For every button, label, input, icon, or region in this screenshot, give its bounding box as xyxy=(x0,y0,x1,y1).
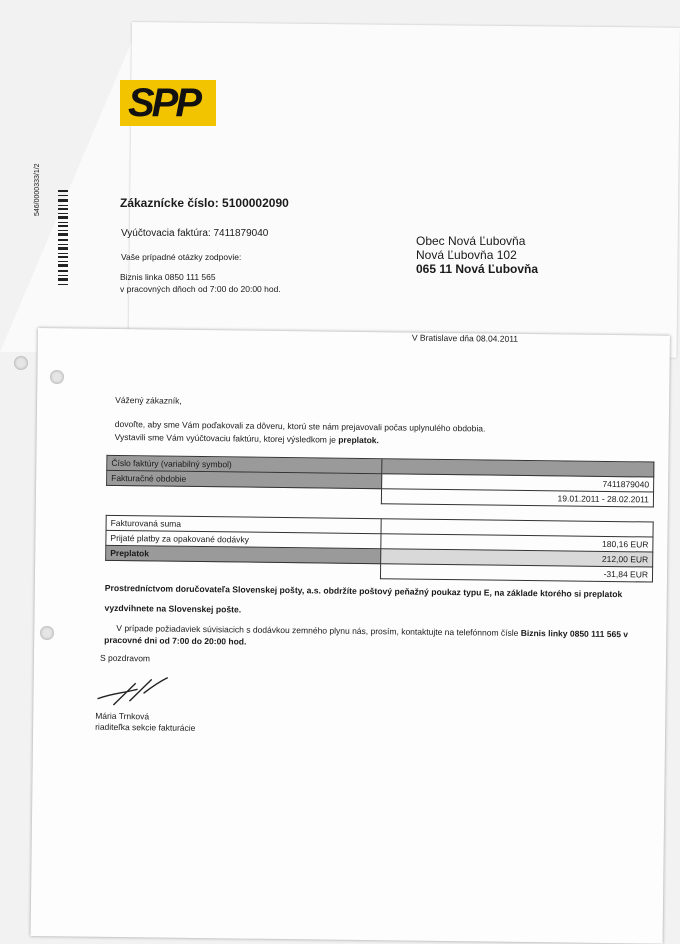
table-cell-value: 7411879040 xyxy=(382,474,654,492)
punch-hole xyxy=(50,370,64,384)
hours: v pracovných dňoch od 7:00 do 20:00 hod. xyxy=(120,284,281,294)
greeting: Vážený zákazník, xyxy=(115,394,182,406)
para-invoice-bold: preplatok. xyxy=(338,434,379,446)
logo-text: SPP xyxy=(128,81,200,125)
table-cell-value: 180,16 EUR xyxy=(381,534,653,552)
recipient-line2: Nová Ľubovňa 102 xyxy=(416,248,517,262)
table-cell-label: Fakturovaná suma xyxy=(106,515,381,533)
recipient-line3: 065 11 Nová Ľubovňa xyxy=(416,262,539,276)
invoice-number: Vyúčtovacia faktúra: 7411879040 xyxy=(121,228,269,239)
table-cell-empty xyxy=(105,560,380,578)
bold-para-line1: Prostredníctvom doručovateľa Slovenskej pošty, a.s. obdržíte poštový peňažný poukaz typu E, na základe ktorého si preplatok xyxy=(104,582,623,600)
contact-text: V prípade požiadaviek súvisiacich s dodávkou zemného plynu nás, prosím, kontaktujte na telefónnom čísle xyxy=(116,622,519,638)
table-cell-empty xyxy=(106,485,381,503)
place-date: V Bratislave dňa 08.04.2011 xyxy=(411,332,519,344)
spp-logo xyxy=(120,80,216,126)
signer-name: Mária Trnková xyxy=(95,710,150,722)
table-cell-value: 19.01.2011 - 28.02.2011 xyxy=(381,489,653,507)
folded-sheet-edge xyxy=(0,22,140,352)
table-cell-value: 212,00 EUR xyxy=(381,549,653,567)
questions-label: Vaše prípadné otázky zodpovie: xyxy=(121,252,242,262)
barcode-number: 546/0000333/1/2 xyxy=(34,163,41,216)
punch-hole xyxy=(14,356,28,370)
signer-title: riaditeľka sekcie fakturácie xyxy=(95,721,196,733)
barcode xyxy=(40,150,70,300)
punch-hole xyxy=(40,626,54,640)
summary-table xyxy=(105,515,654,583)
bold-para-line2: vyzdvihnete na Slovenskej pošte. xyxy=(104,602,242,615)
table-cell-value: -31,84 EUR xyxy=(380,564,652,582)
table-cell-label: Preplatok xyxy=(106,545,381,563)
signature xyxy=(93,671,173,712)
contact-line2: pracovné dni od 7:00 do 20:00 hod. xyxy=(104,634,247,647)
letter-sheet xyxy=(31,328,670,944)
closing: S pozdravom xyxy=(99,652,151,664)
table-cell-label: Prijaté platby za opakované dodávky xyxy=(106,530,381,548)
hotline: Biznis linka 0850 111 565 xyxy=(120,272,216,282)
para-invoice-text: Vystavili sme Vám vyúčtovaciu faktúru, ktorej výsledkom je xyxy=(114,431,336,445)
table-cell-label: Fakturačné obdobie xyxy=(107,470,382,488)
top-sheet xyxy=(129,22,680,358)
contact-bold: Biznis linky 0850 111 565 v xyxy=(520,627,629,640)
invoice-table xyxy=(106,455,655,508)
recipient-address xyxy=(416,234,538,276)
table-cell-label: Číslo faktúry (variabilný symbol) xyxy=(107,455,382,473)
recipient-line1: Obec Nová Ľubovňa xyxy=(416,234,526,248)
para-invoice xyxy=(115,432,379,445)
para-thanks: dovoľte, aby sme Vám poďakovali za dôveru, ktorú ste nám prejavovali počas uplynulého obdobia. xyxy=(114,418,486,434)
customer-number: Zákaznícke číslo: 5100002090 xyxy=(120,196,289,210)
